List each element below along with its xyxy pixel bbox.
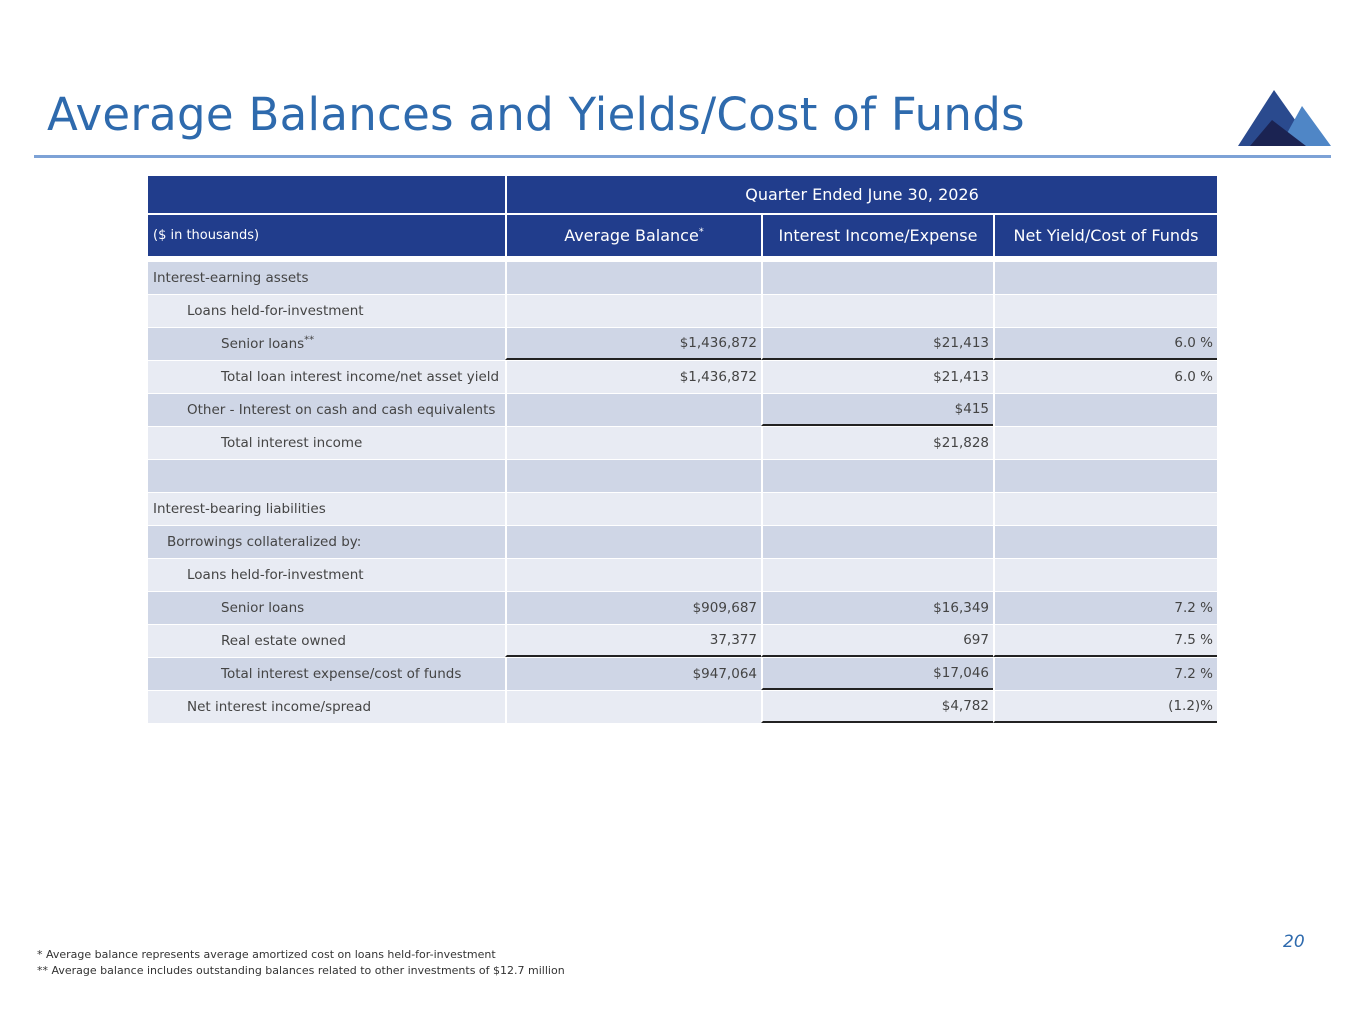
yield-cell: [993, 261, 1217, 294]
yield-cell: [993, 426, 1217, 459]
balance-cell: [505, 558, 761, 591]
row-label: Loans held-for-investment: [148, 294, 505, 327]
col-header-interest: Interest Income/Expense: [761, 213, 993, 256]
balance-cell: [505, 492, 761, 525]
yield-cell: [993, 393, 1217, 426]
balance-cell: $947,064: [505, 657, 761, 690]
balance-cell: $1,436,872: [505, 360, 761, 393]
balance-cell: [505, 459, 761, 492]
balance-cell: [505, 525, 761, 558]
balance-cell: [505, 393, 761, 426]
table-row: [148, 393, 1217, 426]
footnote-2: ** Average balance includes outstanding balances related to other investments of $12.7 million: [37, 964, 565, 977]
interest-cell: $17,046: [761, 657, 993, 690]
table-row: [148, 261, 1217, 294]
yield-cell: 6.0 %: [993, 360, 1217, 393]
interest-cell: $21,828: [761, 426, 993, 459]
row-label: Total interest income: [148, 426, 505, 459]
yield-cell: 7.2 %: [993, 591, 1217, 624]
balance-cell: $1,436,872: [505, 327, 761, 360]
balance-cell: $909,687: [505, 591, 761, 624]
balance-cell: [505, 261, 761, 294]
mountain-logo-icon: [1236, 88, 1332, 148]
table-row: [148, 492, 1217, 525]
header-blank-cell: [148, 176, 505, 213]
table-row: [148, 360, 1217, 393]
yield-cell: (1.2)%: [993, 690, 1217, 723]
table-row: [148, 294, 1217, 327]
row-label: Loans held-for-investment: [148, 558, 505, 591]
table-row: [148, 591, 1217, 624]
yield-cell: 7.5 %: [993, 624, 1217, 657]
yield-cell: [993, 492, 1217, 525]
table-row: [148, 690, 1217, 723]
interest-cell: [761, 558, 993, 591]
interest-cell: $415: [761, 393, 993, 426]
col-header-average-balance-text: Average Balance: [564, 226, 699, 245]
row-label: [148, 459, 505, 492]
table-row: [148, 525, 1217, 558]
interest-cell: [761, 525, 993, 558]
table-header-columns-row: [148, 213, 1217, 256]
col-header-yield: Net Yield/Cost of Funds: [993, 213, 1217, 256]
table-header-period-row: [148, 176, 1217, 213]
row-label: Interest-earning assets: [148, 261, 505, 294]
row-label: Net interest income/spread: [148, 690, 505, 723]
interest-cell: [761, 492, 993, 525]
row-label: Real estate owned: [148, 624, 505, 657]
table-row-spacer: [148, 459, 1217, 492]
table-row: [148, 624, 1217, 657]
row-label: Borrowings collateralized by:: [148, 525, 505, 558]
table-row: [148, 657, 1217, 690]
title-divider: [34, 155, 1331, 158]
balance-cell: [505, 426, 761, 459]
yields-table: [148, 176, 1217, 723]
interest-cell: [761, 459, 993, 492]
interest-cell: $16,349: [761, 591, 993, 624]
page-number: 20: [1283, 932, 1305, 952]
table-row: [148, 426, 1217, 459]
table-row: [148, 558, 1217, 591]
page-title: Average Balances and Yields/Cost of Funds: [47, 88, 1025, 141]
table-row: [148, 327, 1217, 360]
units-label: ($ in thousands): [148, 213, 505, 256]
balance-cell: [505, 690, 761, 723]
footnote-marker: *: [698, 226, 704, 238]
balance-cell: [505, 294, 761, 327]
yield-cell: [993, 459, 1217, 492]
row-label: Interest-bearing liabilities: [148, 492, 505, 525]
interest-cell: $21,413: [761, 360, 993, 393]
interest-cell: [761, 261, 993, 294]
yield-cell: [993, 525, 1217, 558]
row-label: Total loan interest income/net asset yield: [148, 360, 505, 393]
yield-cell: 7.2 %: [993, 657, 1217, 690]
interest-cell: $21,413: [761, 327, 993, 360]
interest-cell: [761, 294, 993, 327]
col-header-average-balance: [505, 213, 761, 256]
yield-cell: [993, 294, 1217, 327]
footnote-1: * Average balance represents average amortized cost on loans held-for-investment: [37, 948, 496, 961]
row-label: Other - Interest on cash and cash equivalents: [148, 393, 505, 426]
row-label: Senior loans: [148, 591, 505, 624]
interest-cell: 697: [761, 624, 993, 657]
footnote-marker: **: [304, 334, 315, 346]
yield-cell: 6.0 %: [993, 327, 1217, 360]
row-label-text: Senior loans: [221, 336, 305, 352]
yield-cell: [993, 558, 1217, 591]
row-label: Total interest expense/cost of funds: [148, 657, 505, 690]
period-header: Quarter Ended June 30, 2026: [505, 176, 1217, 213]
balance-cell: 37,377: [505, 624, 761, 657]
interest-cell: $4,782: [761, 690, 993, 723]
row-label: [148, 327, 505, 360]
